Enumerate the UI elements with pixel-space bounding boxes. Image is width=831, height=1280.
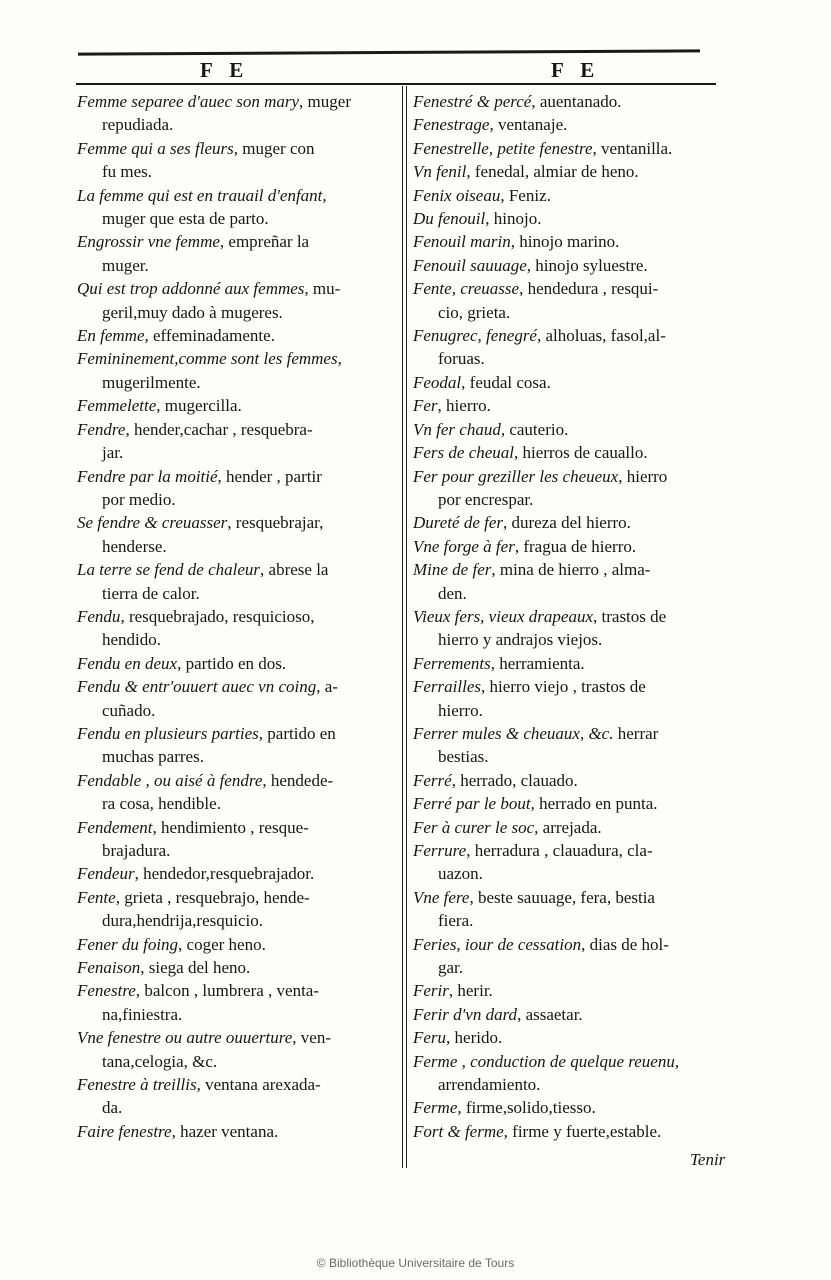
entry-headword: La femme qui est en trauail d'enfant: [77, 185, 323, 205]
entry-headword: Fer pour greziller les cheueux: [413, 466, 619, 486]
entry-headword: Fenestre: [77, 981, 136, 1001]
entry-definition: , herido.: [446, 1028, 503, 1048]
dictionary-entry: [77, 722, 395, 769]
entry-headword: Fendu & entr'ouuert auec vn coing: [77, 677, 317, 697]
dictionary-entry: [413, 465, 738, 512]
entry-headword: Fenaison: [77, 958, 141, 978]
dictionary-entry: [413, 1120, 738, 1143]
dictionary-entry: [77, 652, 395, 675]
dictionary-entry: [413, 839, 738, 886]
entry-continuation: por medio.: [102, 489, 176, 509]
entry-definition: , partido en dos.: [177, 653, 287, 673]
entry-definition: , fragua de hierro.: [514, 536, 637, 556]
entry-headword: Vne forge à fer: [413, 536, 515, 556]
entry-definition: , mina de hierro , alma-: [491, 560, 651, 580]
entry-headword: Mine de fer: [413, 560, 492, 580]
dictionary-entry: [413, 254, 738, 277]
entry-continuation: por encrespar.: [438, 489, 534, 509]
entry-headword: Qui est trop addonné aux femmes: [77, 279, 305, 299]
entry-definition: , herramienta.: [490, 653, 585, 673]
entry-definition: , ventana arexada-: [196, 1075, 321, 1095]
entry-headword: Faire fenestre: [77, 1121, 172, 1141]
dictionary-entry: [77, 956, 395, 979]
entry-definition: , hinojo marino.: [510, 232, 620, 252]
dictionary-entry: [77, 277, 395, 324]
entry-continuation: hendido.: [102, 630, 162, 650]
dictionary-entry: [77, 465, 395, 512]
dictionary-entry: [77, 1120, 395, 1143]
entry-definition: , grieta , resquebrajo, hende-: [115, 887, 310, 907]
dictionary-entry: [413, 1096, 738, 1119]
dictionary-entry: [413, 792, 738, 815]
entry-headword: Feries, iour de cessation: [413, 934, 582, 954]
dictionary-entry: [77, 769, 395, 816]
dictionary-entry: [413, 769, 738, 792]
dictionary-entry: [77, 558, 395, 605]
entry-definition: , ven-: [292, 1028, 331, 1048]
entry-headword: Ferme , conduction de quelque reuenu: [413, 1051, 675, 1071]
running-head-left: F E: [200, 58, 250, 82]
entry-continuation: gar.: [438, 958, 464, 978]
entry-continuation: na,finiestra.: [102, 1004, 183, 1024]
entry-definition: , hinojo syluestre.: [526, 255, 648, 275]
entry-headword: Ferrer mules & cheuaux, &c.: [413, 723, 614, 743]
entry-headword: Fer à curer le soc: [413, 817, 535, 837]
entry-headword: Du fenouil: [413, 209, 486, 229]
entry-definition: , hierros de cauallo.: [514, 443, 648, 463]
dictionary-entry: [413, 137, 738, 160]
entry-definition: , hierro.: [437, 396, 491, 416]
entry-continuation: mugerilmente.: [102, 372, 201, 392]
entry-definition: , auentanado.: [531, 92, 622, 111]
entry-definition: , hierro viejo , trastos de: [481, 677, 646, 697]
entry-continuation: cuñado.: [102, 700, 156, 720]
entry-definition: ,: [337, 349, 342, 369]
entry-definition: , hendedor,resquebrajador.: [134, 864, 315, 884]
entry-continuation: henderse.: [102, 536, 167, 556]
entry-definition: , beste sauuage, fera, bestia: [469, 887, 655, 907]
entry-headword: Fenestré & percé: [413, 92, 532, 111]
entry-continuation: fu mes.: [102, 162, 153, 182]
entry-headword: Ferme: [413, 1098, 458, 1118]
entry-headword: Ferrailles: [413, 677, 481, 697]
entry-headword: Fer: [413, 396, 438, 416]
entry-definition: , Feniz.: [500, 185, 551, 205]
entry-continuation: bestias.: [438, 747, 489, 767]
dictionary-entry: [77, 90, 395, 137]
entry-headword: Feru: [413, 1028, 447, 1048]
entry-definition: , mu-: [304, 279, 341, 299]
entry-definition: , mugercilla.: [156, 396, 242, 416]
entry-definition: , siega del heno.: [140, 958, 251, 978]
dictionary-entry: [413, 394, 738, 417]
entry-definition: , resquebrajado, resquicioso,: [120, 606, 315, 626]
entry-definition: , cauterio.: [500, 419, 569, 439]
entry-definition: , trastos de: [593, 606, 667, 626]
entry-continuation: jar.: [102, 443, 124, 463]
dictionary-entry: [413, 886, 738, 933]
top-rule: [78, 49, 700, 55]
dictionary-entry: [413, 371, 738, 394]
entry-headword: Vne fenestre ou autre ouuerture: [77, 1028, 293, 1048]
entry-definition: , hender,cachar , resquebra-: [125, 419, 313, 439]
dictionary-entry: [77, 137, 395, 184]
right-column: [413, 90, 738, 1143]
entry-headword: Fenouil marin: [413, 232, 511, 252]
entry-continuation: tierra de calor.: [102, 583, 200, 603]
entry-continuation: da.: [102, 1098, 123, 1118]
entry-definition: , muger con: [233, 138, 315, 158]
dictionary-entry: [413, 535, 738, 558]
entry-definition: , hendimiento , resque-: [152, 817, 309, 837]
header-rule: [76, 83, 716, 85]
dictionary-entry: [413, 652, 738, 675]
entry-definition: , ventanilla.: [592, 138, 673, 158]
dictionary-entry: [413, 511, 738, 534]
dictionary-entry: [413, 816, 738, 839]
entry-headword: Ferré: [413, 770, 452, 790]
entry-continuation: geril,muy dado à mugeres.: [102, 302, 283, 322]
dictionary-entry: [77, 394, 395, 417]
dictionary-entry: [77, 605, 395, 652]
entry-headword: Fenix oiseau: [413, 185, 501, 205]
dictionary-entry: [77, 418, 395, 465]
dictionary-entry: [413, 722, 738, 769]
entry-definition: , assaetar.: [517, 1004, 583, 1024]
entry-definition: , hazer ventana.: [171, 1121, 279, 1141]
entry-headword: Fort & ferme: [413, 1121, 504, 1141]
entry-definition: , dureza del hierro.: [503, 513, 631, 533]
entry-headword: Fendable , ou aisé à fendre: [77, 770, 263, 790]
dictionary-entry: [77, 675, 395, 722]
dictionary-entry: [77, 816, 395, 863]
entry-definition: , empreñar la: [219, 232, 310, 252]
dictionary-entry: [77, 230, 395, 277]
entry-headword: Engrossir vne femme: [77, 232, 220, 252]
entry-headword: Ferir d'vn dard: [413, 1004, 518, 1024]
entry-definition: , balcon , lumbrera , venta-: [135, 981, 320, 1001]
dictionary-entry: [413, 418, 738, 441]
dictionary-entry: [77, 933, 395, 956]
dictionary-entry: [77, 862, 395, 885]
dictionary-entry: [77, 347, 395, 394]
entry-continuation: cio, grieta.: [438, 302, 511, 322]
dictionary-entry: [77, 1073, 395, 1120]
entry-headword: Fente: [77, 887, 116, 907]
entry-headword: Femme qui a ses fleurs: [77, 138, 234, 158]
entry-headword: Feodal: [413, 372, 462, 392]
dictionary-entry: [413, 230, 738, 253]
dictionary-entry: [413, 979, 738, 1002]
entry-headword: Fenouil sauuage: [413, 255, 527, 275]
entry-headword: Fenestrage: [413, 115, 490, 135]
entry-definition: , herrado, clauado.: [451, 770, 578, 790]
entry-definition: , a-: [316, 677, 338, 697]
entry-continuation: brajadura.: [102, 841, 171, 860]
entry-definition: , herrado en punta.: [530, 794, 658, 814]
footer-credit: © Bibliothèque Universitaire de Tours: [316, 1256, 515, 1270]
dictionary-entry: [77, 511, 395, 558]
entry-continuation: hierro.: [438, 700, 483, 720]
entry-definition: , ventanaje.: [489, 115, 568, 135]
entry-definition: , coger heno.: [178, 934, 266, 954]
entry-continuation: muger.: [102, 255, 149, 275]
dictionary-entry: [413, 675, 738, 722]
dictionary-entry: [413, 558, 738, 605]
entry-definition: , firme y fuerte,estable.: [503, 1121, 662, 1141]
entry-headword: Fendu en plusieurs parties: [77, 723, 259, 743]
entry-continuation: muchas parres.: [102, 747, 204, 767]
entry-definition: , firme,solido,tiesso.: [457, 1098, 596, 1118]
entry-definition: , herradura , clauadura, cla-: [466, 841, 653, 860]
dictionary-entry: [413, 1003, 738, 1026]
entry-headword: Fendre: [77, 419, 126, 439]
entry-definition: , hinojo.: [485, 209, 542, 229]
entry-definition: , fenedal, almiar de heno.: [466, 162, 639, 182]
entry-headword: Fenestrelle, petite fenestre: [413, 138, 593, 158]
entry-headword: Fener du foing: [77, 934, 179, 954]
dictionary-entry: [77, 886, 395, 933]
entry-definition: herrar: [613, 723, 659, 743]
entry-headword: Fendeur: [77, 864, 135, 884]
entry-continuation: hierro y andrajos viejos.: [438, 630, 603, 650]
dictionary-entry: [413, 605, 738, 652]
entry-headword: Fenugrec, fenegré: [413, 326, 537, 346]
entry-headword: Vn fer chaud: [413, 419, 501, 439]
dictionary-entry: [413, 277, 738, 324]
entry-definition: , partido en: [258, 723, 336, 743]
dictionary-entry: [413, 324, 738, 371]
dictionary-entry: [413, 441, 738, 464]
entry-definition: , arrejada.: [534, 817, 602, 837]
dictionary-entry: [413, 933, 738, 980]
entry-headword: Fendement: [77, 817, 153, 837]
dictionary-entry: [413, 207, 738, 230]
entry-definition: , resquebrajar,: [227, 513, 324, 533]
entry-continuation: den.: [438, 583, 467, 603]
entry-headword: Vieux fers, vieux drapeaux: [413, 606, 594, 626]
entry-headword: Femininement,comme sont les femmes: [77, 349, 338, 369]
entry-definition: , effeminadamente.: [144, 326, 275, 346]
entry-continuation: dura,hendrija,resquicio.: [102, 911, 263, 931]
entry-headword: Se fendre & creuasser: [77, 513, 228, 533]
entry-headword: Vn fenil: [413, 162, 467, 182]
left-column: [77, 90, 395, 1143]
entry-headword: Ferrements: [413, 653, 491, 673]
entry-definition: , muger: [299, 92, 351, 111]
entry-continuation: fiera.: [438, 911, 474, 931]
dictionary-entry: [77, 1026, 395, 1073]
entry-continuation: arrendamiento.: [438, 1075, 541, 1095]
entry-definition: , feudal cosa.: [461, 372, 551, 392]
entry-headword: Fendu en deux: [77, 653, 178, 673]
entry-headword: Femmelette: [77, 396, 157, 416]
entry-definition: , hierro: [618, 466, 668, 486]
entry-headword: En femme: [77, 326, 145, 346]
dictionary-entry: [413, 184, 738, 207]
entry-headword: Ferré par le bout: [413, 794, 531, 814]
dictionary-entry: [77, 979, 395, 1026]
entry-definition: , hender , partir: [217, 466, 322, 486]
entry-continuation: muger que esta de parto.: [102, 209, 269, 229]
dictionary-entry: [413, 90, 738, 113]
entry-headword: Fenestre à treillis: [77, 1075, 197, 1095]
dictionary-entry: [77, 184, 395, 231]
entry-headword: Femme separee d'auec son mary: [77, 92, 300, 111]
entry-headword: Fendre par la moitié: [77, 466, 218, 486]
entry-headword: Fendu: [77, 606, 121, 626]
entry-continuation: ra cosa, hendible.: [102, 794, 221, 814]
entry-definition: , hendedura , resqui-: [519, 279, 659, 299]
catchword: Tenir: [690, 1150, 726, 1169]
entry-headword: La terre se fend de chaleur: [77, 560, 261, 580]
entry-definition: , herir.: [448, 981, 493, 1001]
entry-definition: ,: [322, 185, 327, 205]
dictionary-entry: [413, 1026, 738, 1049]
entry-definition: , dias de hol-: [581, 934, 669, 954]
entry-headword: Fers de cheual: [413, 443, 515, 463]
entry-headword: Ferrure: [413, 841, 467, 860]
dictionary-entry: [413, 113, 738, 136]
entry-continuation: uazon.: [438, 864, 483, 884]
entry-definition: , alholuas, fasol,al-: [536, 326, 666, 346]
entry-definition: ,: [674, 1051, 680, 1071]
entry-continuation: repudiada.: [102, 115, 174, 135]
entry-definition: , hendede-: [262, 770, 334, 790]
entry-definition: , abrese la: [260, 560, 329, 580]
dictionary-entry: [413, 160, 738, 183]
dictionary-entry: [413, 1050, 738, 1097]
entry-headword: Ferir: [413, 981, 449, 1001]
entry-continuation: foruas.: [438, 349, 485, 369]
entry-headword: Fente, creuasse: [413, 279, 520, 299]
running-head-right: F E: [551, 58, 601, 82]
entry-continuation: tana,celogia, &c.: [102, 1051, 218, 1071]
dictionary-entry: [77, 324, 395, 347]
column-divider: [402, 86, 407, 1168]
entry-headword: Dureté de fer: [413, 513, 504, 533]
entry-headword: Vne fere: [413, 887, 470, 907]
